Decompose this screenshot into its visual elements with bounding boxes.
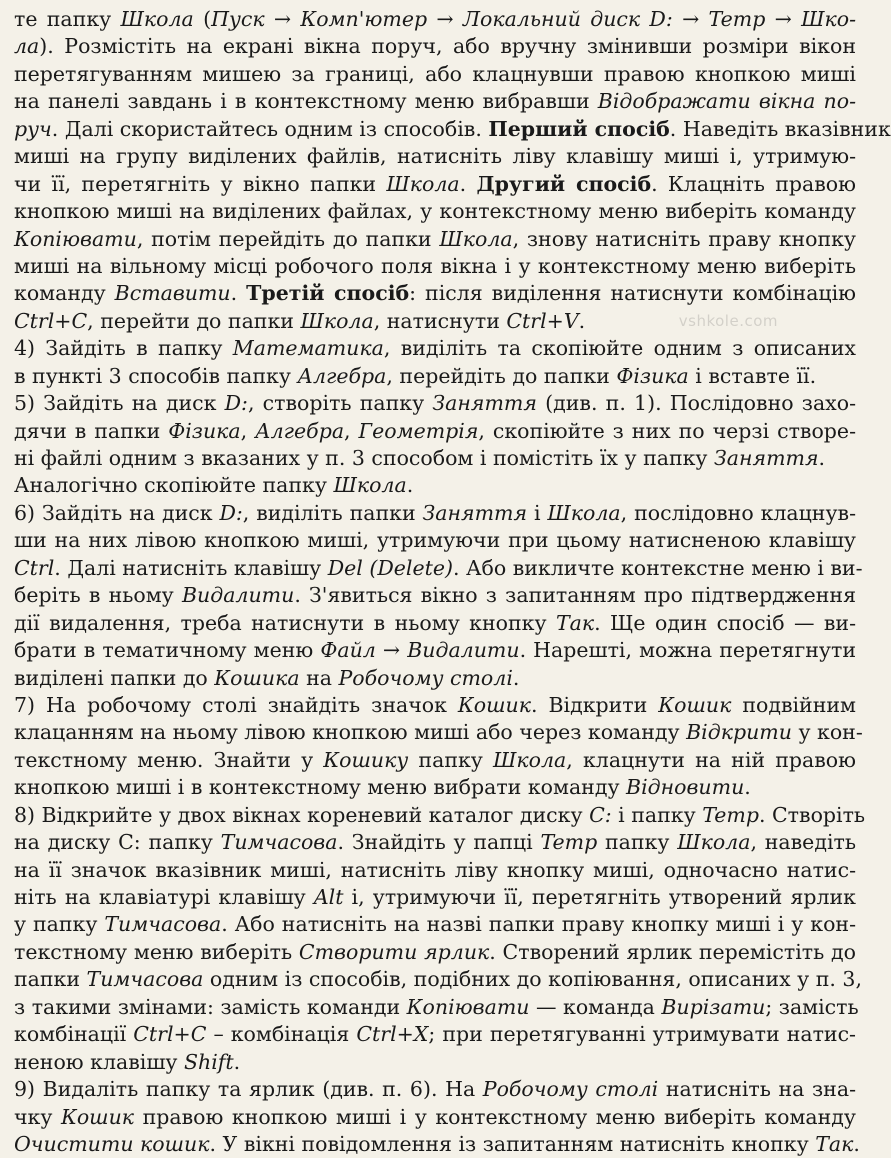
text-run: 8) Відкрийте у двох вікнах кореневий каталог диску (14, 802, 590, 827)
text-run: 7) На робочому столі знайдіть значок (14, 692, 458, 717)
text-run: з такими змінами: замість команди (14, 994, 407, 1019)
text-run: виділені папки до (14, 665, 215, 690)
italic-term: Заняття (422, 500, 528, 525)
text-run: , (240, 418, 256, 443)
text-run: . Нарешті, можна перетягнути (519, 638, 856, 663)
italic-term: Школа (333, 473, 407, 498)
text-run: , потім перейдіть до папки (136, 226, 440, 251)
italic-term: Файл → Видалити (320, 638, 520, 663)
text-run: , наведіть (750, 830, 856, 855)
text-line (14, 692, 856, 719)
italic-term: Школа (386, 171, 460, 196)
text-line (14, 884, 856, 911)
text-run: . (818, 446, 826, 470)
text-line (14, 582, 856, 609)
text-run: неною клавішу (14, 1049, 184, 1074)
italic-term: Temp (540, 830, 598, 855)
italic-term: Робочому столі (338, 665, 513, 690)
italic-term: D: (224, 391, 248, 416)
bold-term: Третій спосіб (246, 281, 410, 306)
italic-term: Очистити кошик (14, 1131, 210, 1156)
italic-term: Кошик (457, 692, 531, 717)
text-line (14, 198, 856, 225)
italic-term: Alt (313, 885, 344, 909)
text-run: в пункті 3 способів папку (14, 363, 298, 388)
text-run: дії видалення, треба натиснути в ньому кнопку (14, 610, 556, 635)
text-run: брати в тематичному меню (14, 638, 321, 663)
text-run: на її значок вказівник миші, натисніть ліву кнопку миші, одночасно натис- (14, 857, 856, 882)
text-run: папку (597, 830, 678, 855)
text-body (14, 6, 891, 1158)
text-line (14, 555, 863, 582)
text-line (14, 994, 859, 1021)
italic-term: Заняття (432, 391, 537, 416)
text-line (14, 802, 866, 829)
text-run: , знову натисніть праву кнопку (512, 226, 856, 251)
text-line (14, 61, 856, 88)
italic-term: Тимчасова (104, 912, 222, 937)
text-run: і (527, 500, 548, 525)
text-line (14, 363, 856, 390)
text-line (14, 829, 856, 856)
text-run: , клацнути на ній правою (566, 747, 856, 772)
text-run: миші на групу виділених файлів, натисніть ліву клавішу миші і, утримую- (14, 144, 856, 169)
text-line (14, 335, 856, 362)
italic-term: Відображати вікна по- (597, 89, 856, 114)
italic-term: Temp (702, 802, 759, 827)
italic-term: Ctrl (14, 555, 55, 580)
text-run: . Знайдіть у папці (337, 830, 541, 855)
text-run: . Наведіть вказівник (669, 116, 891, 141)
text-run: правою кнопкою миші і у контекстному меню виберіть команду (134, 1104, 856, 1129)
text-line (14, 253, 856, 280)
text-run: ; замість (765, 994, 859, 1019)
text-run: . Клацніть правою (651, 171, 856, 196)
text-run: . (230, 281, 247, 306)
text-run: . (512, 665, 520, 690)
italic-term: Ctrl+V (506, 308, 579, 333)
text-run: . Або викличте контекстне меню і ви- (452, 555, 863, 580)
italic-term: Відкрити (686, 720, 792, 745)
text-run: , перейдіть до папки (386, 363, 617, 388)
text-run: одним із способів, подібних до копіювання, описаних у п. 3, (203, 967, 862, 992)
text-run: ні файлі одним з вказаних у п. 3 способом і помістіть їх у папку (14, 446, 715, 470)
text-run: . (578, 308, 586, 333)
text-run: кнопкою миші на виділених файлах, у контекстному меню виберіть команду (14, 199, 856, 224)
italic-term: Створити ярлик (298, 939, 490, 964)
text-line (14, 418, 856, 445)
text-run: , послідовно клацнув- (620, 500, 856, 525)
text-run: команду (14, 281, 115, 306)
text-run: подвійним (731, 692, 856, 717)
text-line (14, 1021, 856, 1048)
italic-term: Кошик (658, 692, 732, 717)
text-line (14, 280, 856, 307)
italic-term: руч (14, 116, 52, 141)
italic-term: Так (815, 1131, 854, 1156)
italic-term: C: (589, 802, 612, 827)
text-run: . (233, 1049, 241, 1074)
text-run: клацанням на ньому лівою кнопкою миші або через команду (14, 720, 687, 745)
text-line (14, 171, 856, 198)
italic-term: Ctrl+X (356, 1022, 429, 1047)
text-run: папки (14, 967, 87, 992)
text-run: : після виділення натиснути комбінацію (409, 281, 856, 306)
text-run: чку (14, 1104, 61, 1129)
text-line (14, 226, 856, 253)
italic-term: Кошик (60, 1104, 135, 1129)
italic-term: Робочому столі (482, 1077, 659, 1102)
text-run: і вставте її. (688, 363, 817, 388)
text-run: . У вікні повідомлення із запитанням натисніть кнопку (209, 1131, 816, 1156)
text-run: 4) Зайдіть в папку (14, 336, 233, 361)
text-run: . Або натисніть на назві папки праву кнопку миші і у кон- (221, 912, 856, 937)
text-line (14, 116, 891, 143)
italic-term: Ctrl+C (14, 308, 88, 333)
text-line (14, 911, 856, 938)
italic-term: Алгебра (255, 418, 345, 443)
text-run: . Далі скористайтесь одним із способів. (51, 116, 489, 141)
italic-term: Shift (183, 1049, 234, 1074)
text-line (14, 747, 856, 774)
text-line (14, 857, 856, 884)
italic-term: Відновити (626, 775, 745, 800)
italic-term: Вставити (114, 281, 231, 306)
text-line (14, 472, 856, 499)
text-run: папку (408, 747, 494, 772)
text-line (14, 610, 856, 637)
text-line (14, 88, 856, 115)
text-run: беріть в ньому (14, 583, 182, 608)
italic-term: Пуск → Комп'ютер → Локальний диск D: → Temp → Шко- (211, 7, 856, 31)
text-run: , виділіть папки (242, 500, 423, 525)
text-run: . Ще один спосіб — ви- (594, 610, 856, 635)
text-run: 6) Зайдіть на диск (14, 500, 220, 525)
text-run: (див. п. 1). Послідовно захо- (536, 391, 856, 416)
text-run: і, утримуючи її, перетягніть утворений ярлик (343, 885, 856, 909)
text-line (14, 939, 856, 966)
text-run: , скопіюйте з них по черзі створе- (478, 418, 856, 443)
text-line (14, 6, 856, 33)
text-run: . Створений ярлик перемістіть до (489, 939, 857, 964)
italic-term: Тимчасова (220, 830, 338, 855)
watermark: vshkole.com (678, 312, 778, 330)
text-run: , перейти до папки (87, 308, 301, 333)
text-run: миші на вільному місці робочого поля вікна і у контекстному меню виберіть (14, 253, 856, 278)
text-run: . (459, 171, 477, 196)
italic-term: Школа (439, 226, 513, 251)
text-run: дячи в папки (14, 418, 169, 443)
text-line (14, 33, 856, 60)
italic-term: Вирізати (661, 994, 766, 1019)
text-run: ( (193, 7, 212, 31)
text-run: , створіть папку (247, 391, 433, 416)
italic-term: Копіювати (14, 226, 137, 251)
text-line (14, 445, 856, 472)
text-run: . (853, 1131, 860, 1156)
text-run: ніть на клавіатурі клавішу (14, 885, 314, 909)
text-line (14, 665, 856, 692)
italic-term: Del (Delete) (327, 555, 453, 580)
italic-term: Школа (120, 7, 194, 31)
text-line (14, 390, 856, 417)
italic-term: Геометрія (358, 418, 479, 443)
italic-term: ла (14, 34, 40, 59)
text-run: ). Розмістіть на екрані вікна поруч, або вручну змінивши розміри вікон (39, 34, 856, 59)
text-run: у папку (14, 912, 105, 937)
italic-term: Так (555, 610, 595, 635)
text-line (14, 143, 856, 170)
text-run: . (406, 473, 414, 498)
text-run: на (299, 665, 339, 690)
text-run: текстному меню. Знайти у (14, 747, 324, 772)
italic-term: Алгебра (297, 363, 387, 388)
text-run: ; при перетягуванні утримувати натис- (428, 1022, 856, 1047)
italic-term: Ctrl+C (133, 1022, 207, 1047)
italic-term: Кошику (323, 747, 409, 772)
italic-term: Школа (300, 308, 374, 333)
italic-term: Школа (547, 500, 621, 525)
text-run: Аналогічно скопіюйте папку (14, 473, 334, 498)
text-run: , (344, 418, 359, 443)
italic-term: D: (219, 500, 243, 525)
text-run: перетягуванням мишею за границі, або клацнувши правою кнопкою миші (14, 61, 856, 86)
italic-term: Тимчасова (86, 967, 204, 992)
text-line (14, 1131, 860, 1158)
text-run: . Створіть (758, 802, 866, 827)
text-line (14, 1076, 856, 1103)
text-run: 5) Зайдіть на диск (14, 391, 225, 416)
italic-term: Математика (232, 336, 384, 361)
text-line (14, 1104, 856, 1131)
text-run: комбінації (14, 1022, 134, 1047)
italic-term: Школа (493, 747, 567, 772)
text-line (14, 637, 856, 664)
bold-term: Перший спосіб (488, 116, 670, 141)
text-run: на диску С: папку (14, 830, 221, 855)
text-run: кнопкою миші і в контекстному меню вибрати команду (14, 775, 627, 800)
text-run: у кон- (791, 720, 863, 745)
text-line (14, 719, 863, 746)
text-run: чи її, перетягніть у вікно папки (14, 171, 387, 196)
text-run: натисніть на зна- (658, 1077, 856, 1102)
italic-term: Фізика (616, 363, 689, 388)
italic-term: Заняття (714, 446, 819, 470)
text-run: . (744, 775, 751, 800)
text-line (14, 527, 856, 554)
text-line (14, 774, 856, 801)
text-line (14, 500, 856, 527)
text-run: текстному меню виберіть (14, 939, 299, 964)
text-line (14, 966, 862, 993)
text-run: – комбінація (206, 1022, 357, 1047)
italic-term: Копіювати (406, 994, 530, 1019)
bold-term: Другий спосіб (476, 171, 652, 196)
text-run: , виділіть та скопіюйте одним з описаних (383, 336, 856, 361)
italic-term: Школа (677, 830, 751, 855)
text-run: . З'явиться вікно з запитанням про підтвердження (294, 583, 856, 608)
text-run: 9) Видаліть папку та ярлик (див. п. 6). На (14, 1077, 483, 1102)
text-run: — команда (529, 994, 662, 1019)
text-run: те папку (14, 7, 121, 31)
italic-term: Фізика (168, 418, 241, 443)
italic-term: Кошика (214, 665, 300, 690)
text-line (14, 1049, 856, 1076)
text-run: , натиснути (373, 308, 507, 333)
text-run: . Далі натисніть клавішу (54, 555, 328, 580)
text-run: і папку (611, 802, 703, 827)
text-run: ши на них лівою кнопкою миші, утримуючи при цьому натисненою клавішу (14, 528, 856, 553)
text-run: на панелі завдань і в контекстному меню вибравши (14, 89, 598, 114)
italic-term: Видалити (181, 583, 295, 608)
text-run: . Відкрити (530, 692, 659, 717)
